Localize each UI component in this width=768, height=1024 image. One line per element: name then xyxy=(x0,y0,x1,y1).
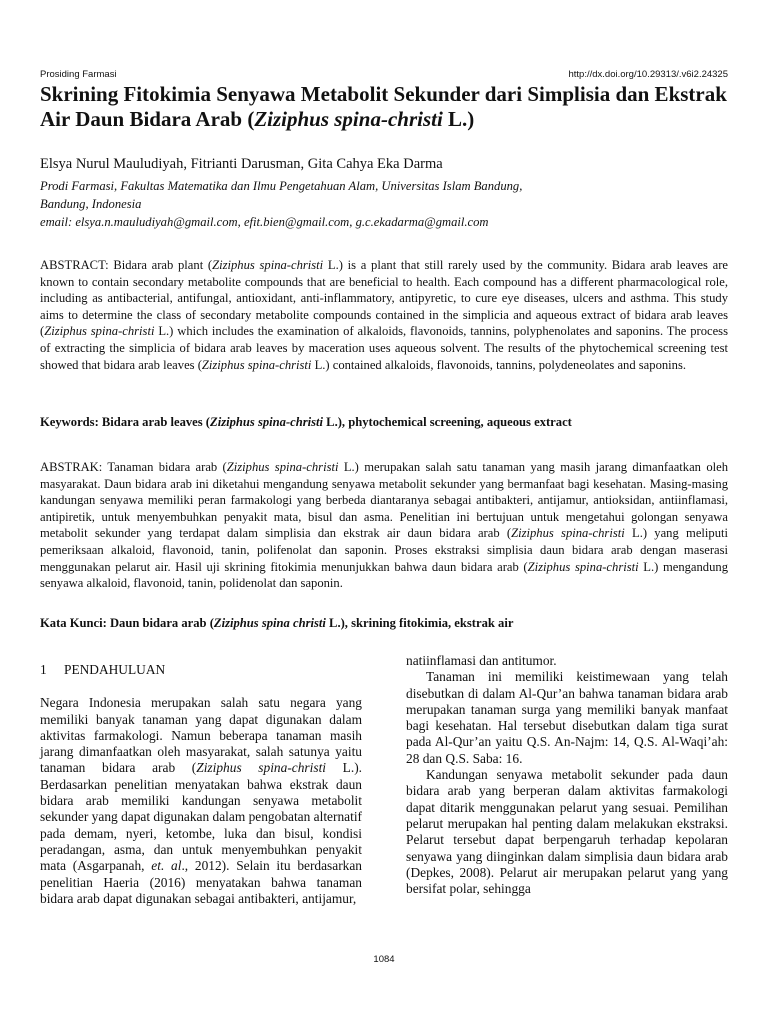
citation-et-al: et. al xyxy=(151,858,182,874)
body-column-left xyxy=(40,662,362,907)
abstract-en-text-3: L.) which includes the examination of alkaloids, flavonoids, tannins, polyphenolates and saponins. The process of extracting the simplicia of bidara arab leaves by maceration uses aqueous solvent. The results of the phytochemical screening test showed that bidara arab leaves ( xyxy=(40,324,728,372)
paragraph: Kandungan senyawa metabolit sekunder pada daun bidara arab yang berperan dalam aktivitas farmakologi dapat ditarik menggunakan pelarut yang sesuai. Pemilihan pelarut merupakan hal penting dalam melakukan ekstraksi. Pelarut tersebut dapat berpengaruh terhadap kepolaran senyawa yang diinginkan dalam simplisia daun bidara arab (Depkes, 2008). Pelarut air merupakan pelarut yang yang bersifat polar, sehingga xyxy=(406,767,728,897)
species-name: Ziziphus spina-christi xyxy=(196,760,327,776)
keywords-id-list: L.), skrining fitokimia, ekstrak air xyxy=(325,616,514,630)
paragraph: Tanaman ini memiliki keistimewaan yang telah disebutkan di dalam Al-Qur’an bahwa tanaman bidara arab merupakan tanaman surga yang memiliki banyak manfaat bagi kesehatan. Hal tersebut disebutkan dalam tiga surat pada Al-Qur’an yaitu Q.S. An-Najm: 14, Q.S. Al-Waqi’ah: 28 dan Q.S. Saba: 16. xyxy=(406,669,728,766)
title-main: Skrining Fitokimia Senyawa Metabolit Sekunder dari Simplisia dan Ekstrak Air Daun Bidara Arab ( xyxy=(40,82,727,131)
affiliation-line-2: Bandung, Indonesia xyxy=(40,197,142,211)
species-name: Ziziphus spina-christi xyxy=(201,357,312,372)
species-name: Ziziphus spina christi xyxy=(213,616,326,630)
keywords-id-label: Kata Kunci: Daun bidara arab ( xyxy=(40,616,214,630)
species-name: Ziziphus spina-christi xyxy=(212,258,324,272)
species-name: Ziziphus spina-christi xyxy=(527,559,639,574)
species-name: Ziziphus spina-christi xyxy=(226,460,339,474)
keywords-indonesian xyxy=(40,616,513,631)
page-number: 1084 xyxy=(373,954,395,965)
body-column-right xyxy=(406,653,728,897)
paragraph xyxy=(40,695,362,907)
section-heading xyxy=(40,662,362,678)
abstract-id-text-4: L.) mengandung senyawa alkaloid, flavonoid, tanin, polidenolat dan saponin. xyxy=(40,559,728,591)
paragraph: natiinflamasi dan antitumor. xyxy=(406,653,557,668)
author-emails: email: elsya.n.mauludiyah@gmail.com, efit.bien@gmail.com, g.c.ekadarma@gmail.com xyxy=(40,215,489,229)
title-species: Ziziphus spina-christi xyxy=(254,107,443,131)
keywords-en-label: Keywords: Bidara arab leaves ( xyxy=(40,415,210,429)
journal-name: Prosiding Farmasi xyxy=(40,69,117,80)
species-name: Ziziphus spina-christi xyxy=(44,324,155,339)
section-title: PENDAHULUAN xyxy=(64,662,166,677)
paragraph-text-3: ., 2012). Selain itu berdasarkan penelitian Haeria (2016) menyatakan bahwa tanaman bidara arab dapat digunakan sebagai antibakteri, antijamur, xyxy=(40,858,362,906)
keywords-en-list: L.), phytochemical screening, aqueous extract xyxy=(323,415,572,429)
author-list: Elsya Nurul Mauludiyah, Fitrianti Darusman, Gita Cahya Eka Darma xyxy=(40,156,443,172)
affiliation-line-1: Prodi Farmasi, Fakultas Matematika dan Ilmu Pengetahuan Alam, Universitas Islam Bandung, xyxy=(40,179,523,193)
species-name: Ziziphus spina-christi xyxy=(210,415,324,429)
abstract-indonesian xyxy=(40,459,728,592)
affiliation-block xyxy=(40,177,680,231)
doi-link[interactable]: http://dx.doi.org/10.29313/.v6i2.24325 xyxy=(568,69,728,80)
abstract-english xyxy=(40,257,728,373)
species-name: Ziziphus spina-christi xyxy=(511,526,625,541)
title-end: L.) xyxy=(442,107,475,131)
abstract-id-text-2: L.) merupakan salah satu tanaman yang masih jarang dimanfaatkan oleh masyarakat. Daun bidara arab ini diketahui mengandung senyawa metabolit sekunder yang bermanfaat bagi kesehatan. Masing-masing kandungan senyawa memiliki peran farmakologi yang berbeda diantaranya sebagai antibakteri, antijamur, antioksidan, antiinflamasi, antipiretik, untuk menyembuhkan penyakit mata, bisul dan asma. Penelitian ini bertujuan untuk mengetahui golongan senyawa metabolit sekunder yang terdapat dalam simplisia dan ekstrak air daun bidara arab ( xyxy=(40,460,728,541)
abstract-id-text-3: L.) yang meliputi pemeriksaan alkaloid, flavonoid, tanin, polifenolat dan saponin. Proses ekstraksi simplisia daun bidara arab dengan maserasi menggunakan pelarut air. Hasil uji skrining fitokimia menunjukkan bahwa daun bidara arab ( xyxy=(40,526,729,574)
section-number: 1 xyxy=(40,662,47,677)
paper-title xyxy=(40,82,740,132)
keywords-english xyxy=(40,415,572,430)
abstract-en-text-1: ABSTRACT: Bidara arab plant ( xyxy=(40,258,213,272)
abstract-id-text-1: ABSTRAK: Tanaman bidara arab ( xyxy=(40,460,227,474)
paragraph-text-2: L.). Berdasarkan penelitian menyatakan bahwa ekstrak daun bidara arab memiliki kandungan senyawa metabolit sekunder yang dapat digunakan dalam pengobatan alternatif pada demam, nyeri, ketombe, luka dan bisul, kondisi peradangan, asma, dan untuk menyembuhkan penyakit mata (Asgarpanah, xyxy=(40,760,362,874)
abstract-en-text-4: L.) contained alkaloids, flavonoids, tannins, polydeneolates and saponins. xyxy=(311,357,687,372)
abstract-en-text-2: L.) is a plant that still rarely used by the community. Bidara arab leaves are known to contain secondary metabolite compounds that are beneficial to health. Each compound has a different pharmacological role, including as antibacterial, antifungal, antioxidant, anti-inflammatory, antipyretic, to cure eye diseases, ulcers and asthma. This study aims to determine the class of secondary metabolite compounds contained in the simplicia and aqueous extract of bidara arab leaves ( xyxy=(40,258,729,339)
paragraph-text-1: Negara Indonesia merupakan salah satu negara yang memiliki banyak tanaman yang dapat digunakan dalam aktivitas farmakologi. Namun beberapa tanaman masih jarang dimanfaatkan oleh masyarakat, salah satunya yaitu tanaman bidara arab ( xyxy=(40,695,362,776)
